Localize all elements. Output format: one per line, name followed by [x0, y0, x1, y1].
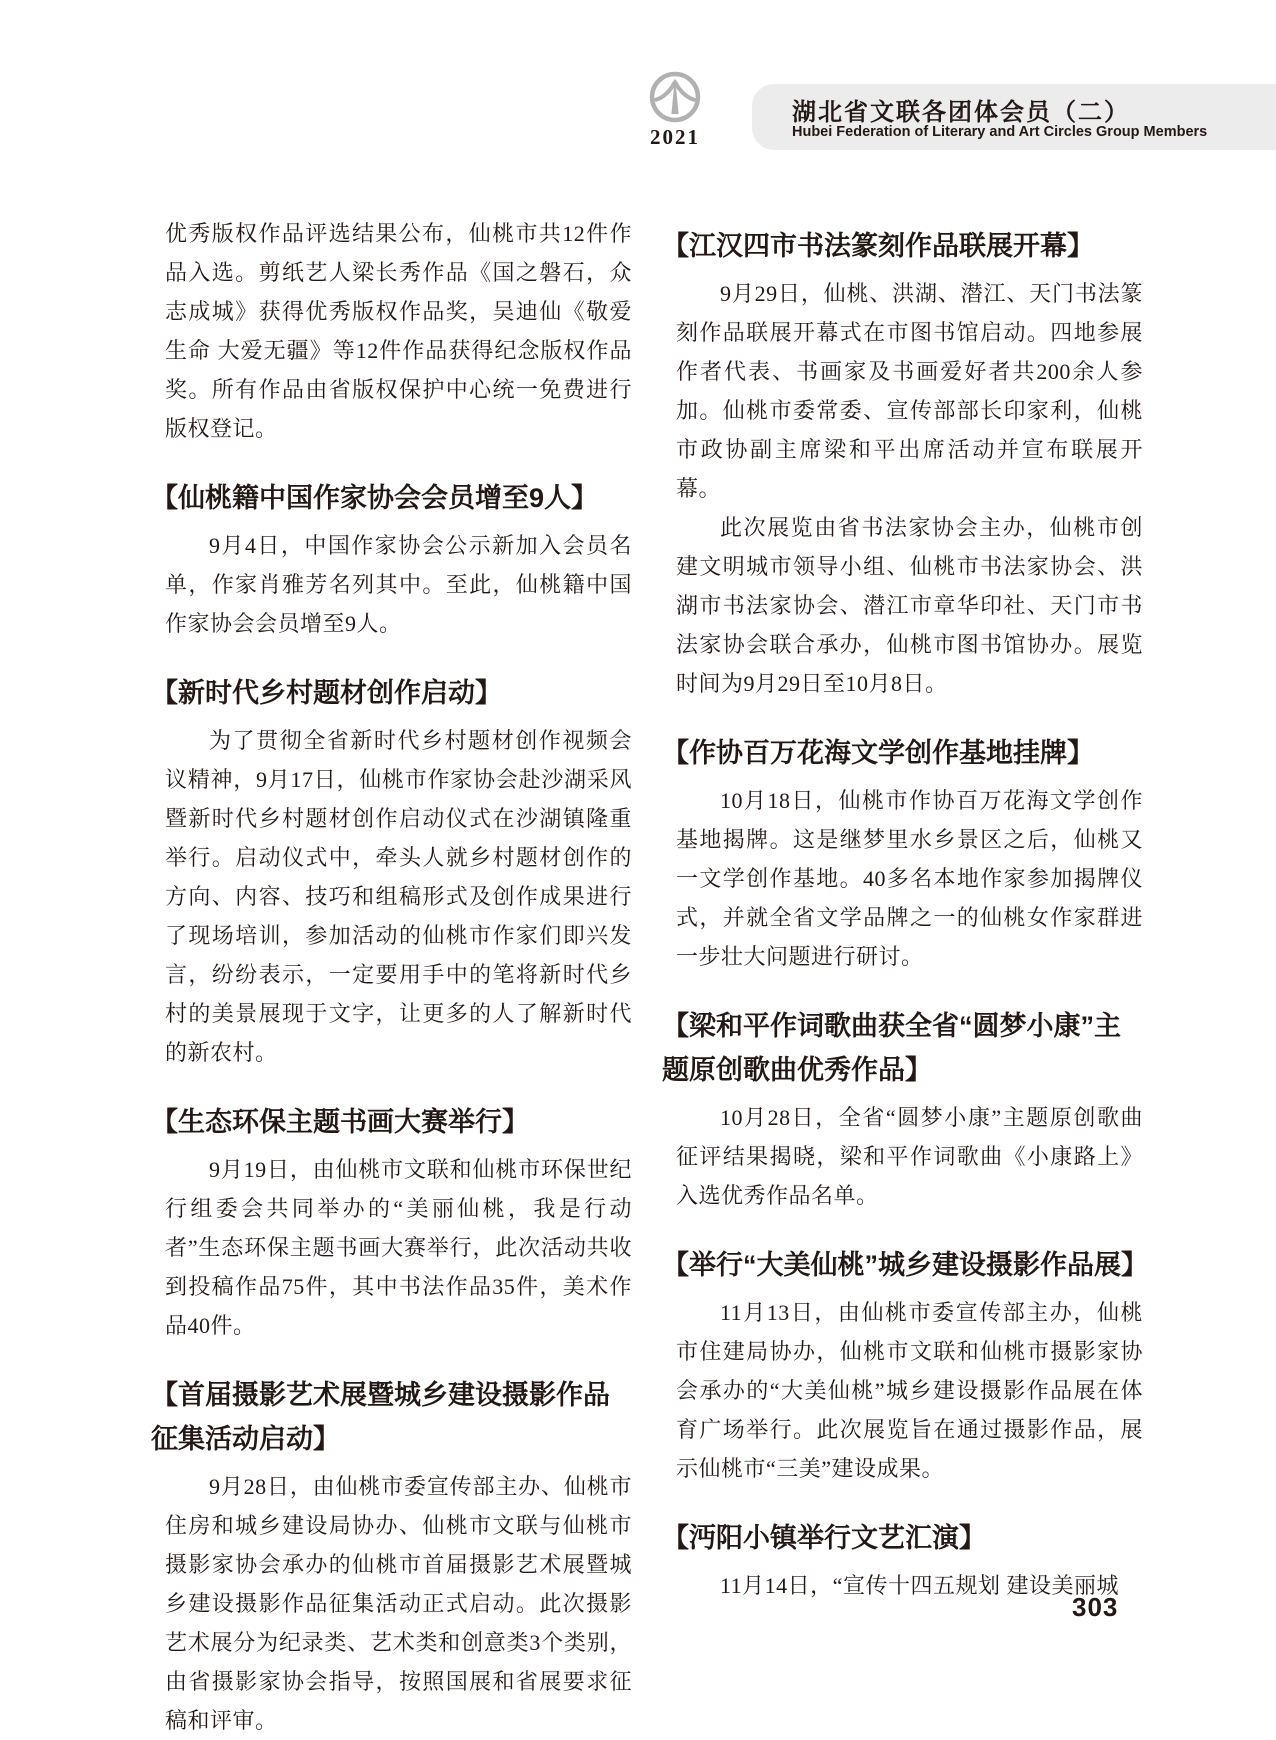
news-section [662, 1004, 1143, 1215]
section-title: 【新时代乡村题材创作启动】 [151, 678, 502, 708]
section-title: 【梁和平作词歌曲获全省“圆梦小康”主题原创歌曲优秀作品】 [662, 1011, 1121, 1085]
section-title: 【仙桃籍中国作家协会会员增至9人】 [151, 483, 599, 513]
logo-year: 2021 [650, 125, 700, 149]
section-title: 【生态环保主题书画大赛举行】 [151, 1107, 529, 1137]
news-section [662, 1243, 1148, 1488]
news-section [151, 1373, 632, 1740]
header-title-en: Hubei Federation of Literary and Art Circles Group Members [792, 124, 1208, 140]
section-paragraph: 10月18日，仙桃市作协百万花海文学创作基地揭牌。这是继梦里水乡景区之后，仙桃又一文学创作基地。40多名本地作家参加揭牌仪式，并就全省文学品牌之一的仙桃女作家群进一步壮大问题进行研讨。 [676, 788, 1143, 969]
section-paragraph: 10月28日，全省“圆梦小康”主题原创歌曲征评结果揭晓，梁和平作词歌曲《小康路上》入选优秀作品名单。 [676, 1105, 1143, 1208]
section-paragraph: 11月13日，由仙桃市委宣传部主办，仙桃市住建局协办，仙桃市文联和仙桃市摄影家协会承办的“大美仙桃”城乡建设摄影作品展在体育广场举行。此次展览旨在通过摄影作品，展示仙桃市“三美”建设成果。 [676, 1300, 1143, 1481]
section-title: 【首届摄影艺术展暨城乡建设摄影作品征集活动启动】 [151, 1380, 610, 1454]
news-section [151, 476, 632, 643]
section-title: 【沔阳小镇举行文艺汇演】 [662, 1523, 986, 1553]
right-column [662, 224, 1148, 1605]
section-paragraph: 优秀版权作品评选结果公布，仙桃市共12件作品入选。剪纸艺人梁长秀作品《国之磐石，众志成城》获得优秀版权作品奖，吴迪仙《敬爱生命 大爱无疆》等12件作品获得纪念版权作品奖。所有作品由省版权保护中心统一免费进行版权登记。 [165, 221, 632, 441]
header-title-banner [752, 84, 1276, 150]
news-section [151, 671, 632, 1072]
federation-logo [645, 70, 705, 150]
section-paragraph: 此次展览由省书法家协会主办，仙桃市创建文明城市领导小组、仙桃市书法家协会、洪湖市书法家协会、潜江市章华印社、天门市书法家协会联合承办，仙桃市图书馆协办。展览时间为9月29日至10月8日。 [676, 515, 1143, 696]
section-paragraph: 为了贯彻全省新时代乡村题材创作视频会议精神，9月17日，仙桃市作家协会赴沙湖采风暨新时代乡村题材创作启动仪式在沙湖镇隆重举行。启动仪式中，牵头人就乡村题材创作的方向、内容、技巧和组稿形式及创作成果进行了现场培训，参加活动的仙桃市作家们即兴发言，纷纷表示，一定要用手中的笔将新时代乡村的美景展现于文字，让更多的人了解新时代的新农村。 [165, 728, 632, 1065]
section-paragraph: 11月14日，“宣传十四五规划 建设美丽城 [720, 1573, 1119, 1598]
header-title-zh: 湖北省文联各团体会员（二） [792, 99, 1130, 126]
section-title: 【江汉四市书法篆刻作品联展开幕】 [662, 231, 1094, 261]
federation-logo-icon [648, 70, 702, 124]
left-column [151, 214, 632, 1740]
news-section [662, 224, 1143, 703]
section-title: 【作协百万花海文学创作基地挂牌】 [662, 738, 1094, 768]
page-number: 303 [1072, 1592, 1119, 1622]
section-paragraph: 9月29日，仙桃、洪湖、潜江、天门书法篆刻作品联展开幕式在市图书馆启动。四地参展作者代表、书画家及书画爱好者共200余人参加。仙桃市委常委、宣传部部长印家利，仙桃市政协副主席梁和平出席活动并宣布联展开幕。 [676, 281, 1143, 501]
section-paragraph: 9月19日，由仙桃市文联和仙桃市环保世纪行组委会共同举办的“美丽仙桃，我是行动者”生态环保主题书画大赛举行，此次活动共收到投稿作品75件，其中书法作品35件，美术作品40件。 [165, 1157, 632, 1338]
news-section [151, 1100, 632, 1345]
section-paragraph: 9月28日，由仙桃市委宣传部主办、仙桃市住房和城乡建设局协办、仙桃市文联与仙桃市摄影家协会承办的仙桃市首届摄影艺术展暨城乡建设摄影作品征集活动正式启动。此次摄影艺术展分为纪录类、艺术类和创意类3个类别，由省摄影家协会指导，按照国展和省展要求征稿和评审。 [165, 1474, 632, 1733]
news-section [662, 731, 1143, 976]
section-paragraph: 9月4日，中国作家协会公示新加入会员名单，作家肖雅芳名列其中。至此，仙桃籍中国作家协会会员增至9人。 [165, 533, 632, 636]
section-title: 【举行“大美仙桃”城乡建设摄影作品展】 [662, 1250, 1148, 1280]
news-section [165, 214, 632, 448]
